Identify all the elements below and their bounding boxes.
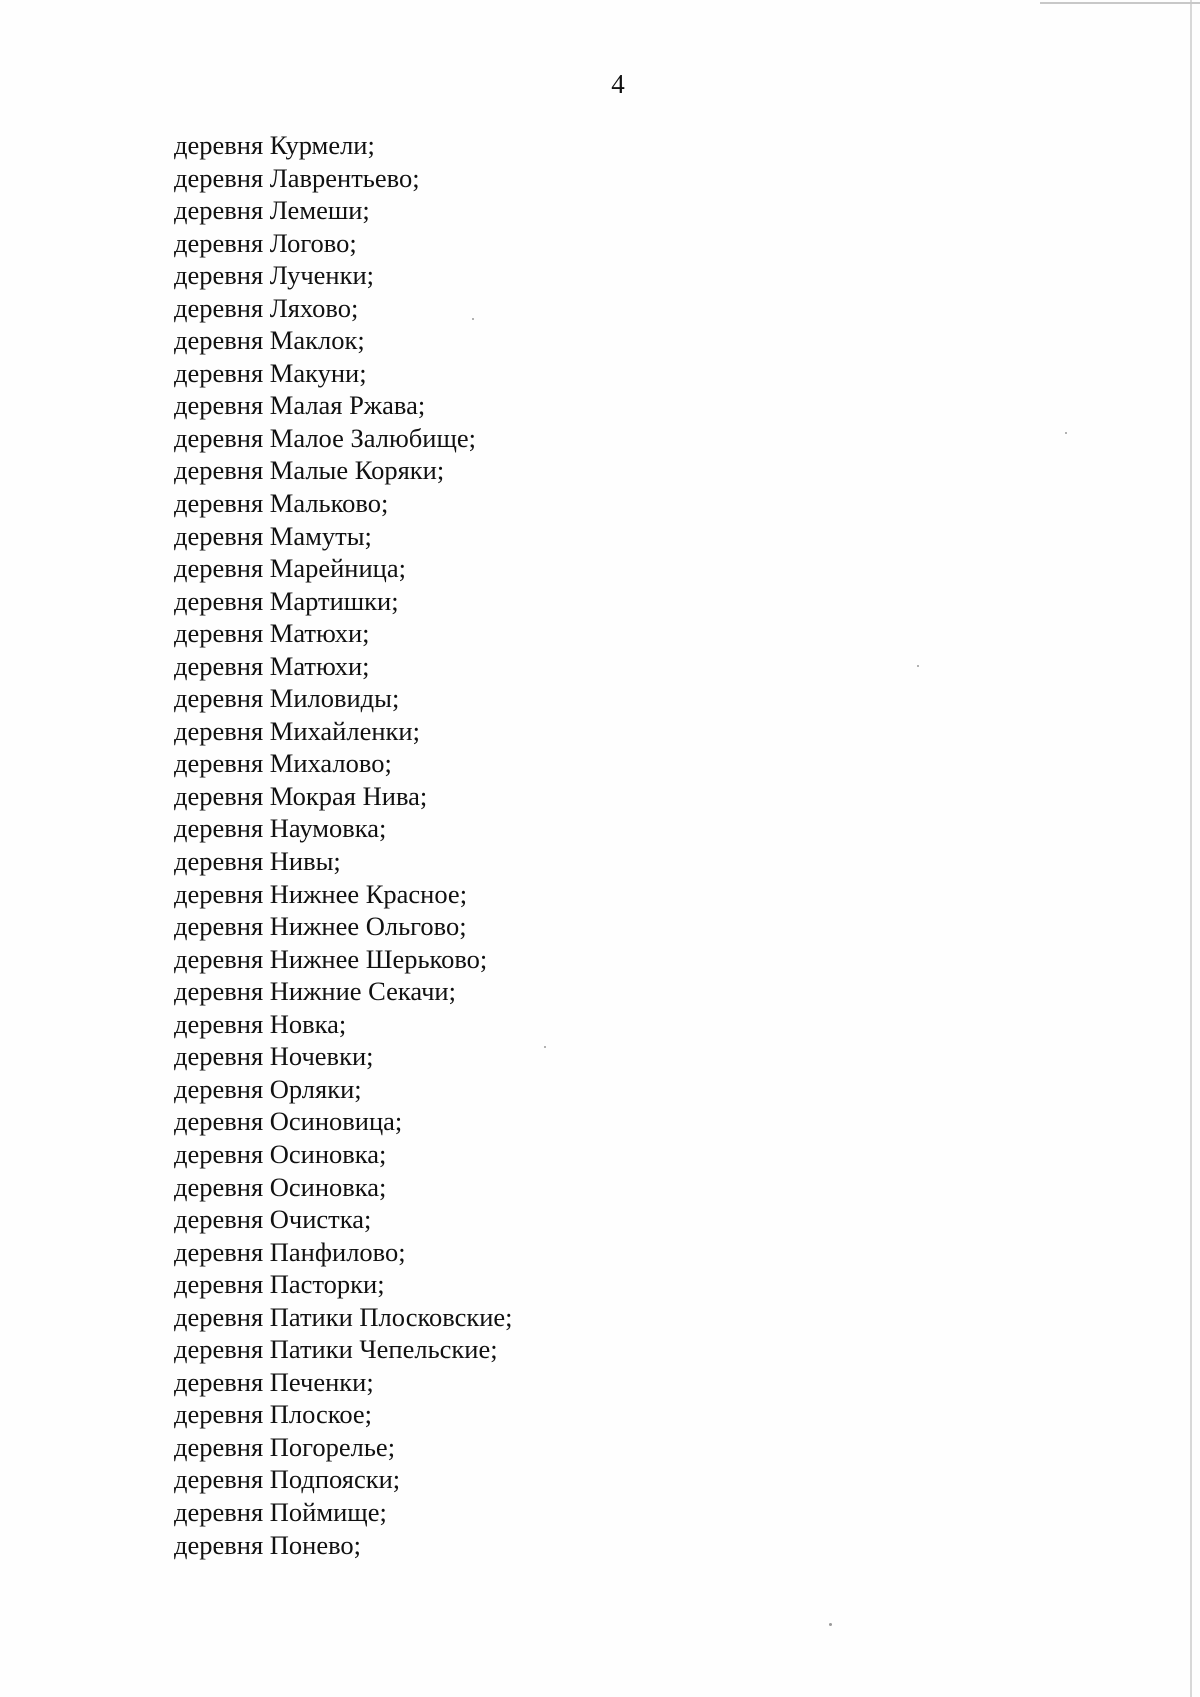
page-number: 4	[611, 69, 625, 99]
settlement-list-item: деревня Матюхи;	[174, 618, 370, 649]
page-top-edge-line	[1040, 2, 1200, 4]
settlement-list-item: деревня Орляки;	[174, 1073, 362, 1104]
settlement-list-item: деревня Погорелье;	[174, 1431, 396, 1462]
settlement-list-item: деревня Патики Плосковские;	[174, 1301, 513, 1332]
settlement-list-item: деревня Очистка;	[174, 1204, 372, 1235]
settlement-list-item: деревня Нижнее Ольгово;	[174, 911, 467, 942]
settlement-list-item: деревня Мальково;	[174, 488, 389, 519]
scan-speck	[829, 1623, 832, 1626]
settlement-list-item: деревня Лаврентьево;	[174, 162, 420, 193]
settlement-list-item: деревня Ляхово;	[174, 292, 359, 323]
settlement-list-item: деревня Наумовка;	[174, 813, 387, 844]
settlement-list-item: деревня Макуни;	[174, 357, 367, 388]
settlement-list-item: деревня Малое Залюбище;	[174, 422, 476, 453]
settlement-list-item: деревня Марейница;	[174, 553, 406, 584]
settlement-list-item: деревня Печенки;	[174, 1366, 374, 1397]
settlement-list-item: деревня Миловиды;	[174, 683, 400, 714]
settlement-list-item: деревня Мокрая Нива;	[174, 780, 428, 811]
settlement-list-item: деревня Ночевки;	[174, 1041, 374, 1072]
settlement-list-item: деревня Лемеши;	[174, 195, 370, 226]
settlement-list-item: деревня Подпояски;	[174, 1464, 401, 1495]
settlement-list-item: деревня Нижнее Красное;	[174, 878, 468, 909]
page-edge-line	[1190, 0, 1192, 1697]
settlement-list-item: деревня Новка;	[174, 1008, 347, 1039]
settlement-list-item: деревня Логово;	[174, 227, 357, 258]
settlement-list	[174, 129, 513, 1561]
settlement-list-item: деревня Мартишки;	[174, 585, 399, 616]
settlement-list-item: деревня Лученки;	[174, 260, 375, 291]
settlement-list-item: деревня Михалово;	[174, 748, 392, 779]
settlement-list-item: деревня Осиновка;	[174, 1171, 387, 1202]
settlement-list-item: деревня Михайленки;	[174, 715, 420, 746]
settlement-list-item: деревня Панфилово;	[174, 1236, 406, 1267]
settlement-list-item: деревня Пасторки;	[174, 1269, 385, 1300]
settlement-list-item: деревня Малые Коряки;	[174, 455, 445, 486]
settlement-list-item: деревня Матюхи;	[174, 650, 370, 681]
settlement-list-item: деревня Нивы;	[174, 846, 341, 877]
settlement-list-item: деревня Патики Чепельские;	[174, 1334, 498, 1365]
scan-speck	[472, 318, 474, 320]
settlement-list-item: деревня Нижнее Шерьково;	[174, 943, 488, 974]
scan-speck	[1065, 432, 1067, 434]
settlement-list-item: деревня Малая Ржава;	[174, 390, 426, 421]
settlement-list-item: деревня Осиновица;	[174, 1106, 403, 1137]
settlement-list-item: деревня Маклок;	[174, 325, 365, 356]
settlement-list-item: деревня Поймище;	[174, 1496, 387, 1527]
settlement-list-item: деревня Понево;	[174, 1529, 362, 1560]
settlement-list-item: деревня Плоское;	[174, 1399, 373, 1430]
settlement-list-item: деревня Мамуты;	[174, 520, 372, 551]
scan-speck	[544, 1046, 546, 1048]
settlement-list-item: деревня Нижние Секачи;	[174, 976, 456, 1007]
settlement-list-item: деревня Курмели;	[174, 130, 375, 160]
scan-speck	[917, 665, 919, 667]
settlement-list-item: деревня Осиновка;	[174, 1138, 387, 1169]
